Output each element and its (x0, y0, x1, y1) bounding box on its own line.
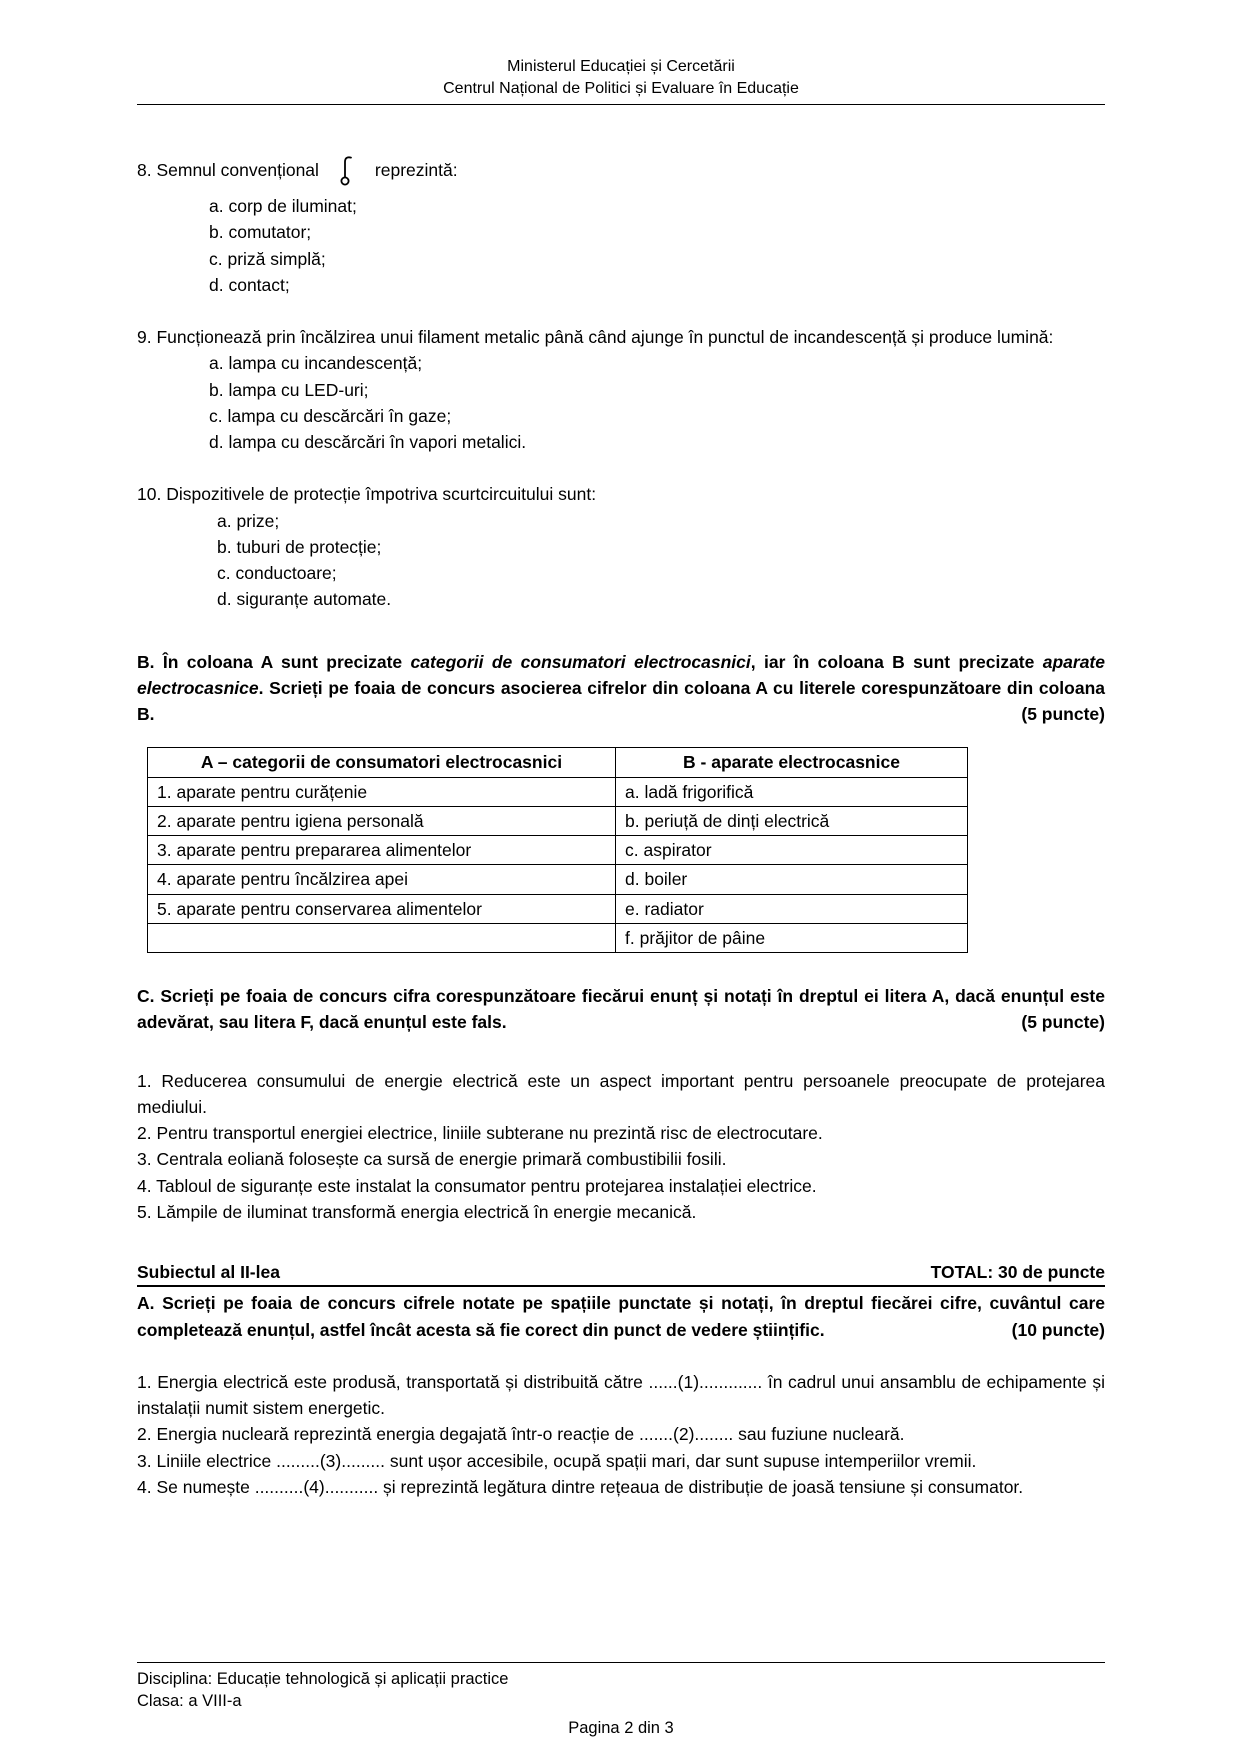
column-b-header: B - aparate electrocasnice (616, 748, 968, 777)
question-9-options (137, 350, 1105, 455)
section-b-italic-term: aparate electrocasnice (137, 651, 1105, 698)
answer-option: b. tuburi de protecție; (217, 536, 382, 557)
table-row (148, 894, 968, 923)
section-b-text: . Scrieți pe foaia de concurs asocierea cifrelor din coloana A cu literele corespunzătoare din coloana B. (137, 677, 1105, 725)
question-8 (137, 149, 1105, 298)
column-a-header: A – categorii de consumatori electrocasnici (148, 748, 616, 777)
footer-grade: Clasa: a VIII-a (137, 1692, 242, 1711)
table-cell-b: c. aspirator (616, 836, 968, 865)
table-cell-a (148, 923, 616, 952)
answer-option: b. comutator; (209, 222, 312, 243)
table-cell-b: d. boiler (616, 865, 968, 894)
fill-in-items (137, 1369, 1105, 1500)
table-row (148, 923, 968, 952)
evaluation-center-name: Centrul Național de Politici și Evaluare în Educație (443, 79, 799, 97)
answer-option: c. conductoare; (217, 563, 337, 584)
section-b-points: (5 puncte) (1021, 704, 1105, 725)
true-false-statement: 4. Tabloul de siguranțe este instalat la consumator pentru protejarea instalației electrice. (137, 1175, 817, 1196)
table-header-row (148, 748, 968, 777)
fill-in-statement: 1. Energia electrică este produsă, transportată și distribuită către ......(1)............. în cadrul unui ansamblu de echipamente și instalații numit sistem energetic. (137, 1371, 1105, 1419)
answer-option: c. priză simplă; (209, 248, 326, 269)
question-9 (137, 324, 1105, 455)
table-cell-a: 4. aparate pentru încălzirea apei (148, 865, 616, 894)
section-c-heading (137, 983, 1105, 1036)
section-b-heading (137, 649, 1105, 728)
section-c-items (137, 1068, 1105, 1226)
answer-option: a. lampa cu incandescență; (209, 353, 423, 374)
table-cell-b: f. prăjitor de pâine (616, 923, 968, 952)
answer-option: c. lampa cu descărcări în gaze; (209, 405, 452, 426)
table-cell-b: e. radiator (616, 894, 968, 923)
page-number: Pagina 2 din 3 (568, 1718, 674, 1737)
subject-2a-heading (137, 1290, 1105, 1343)
table-row (148, 806, 968, 835)
document-footer (137, 1662, 1105, 1739)
question-10-options (137, 508, 1105, 613)
table-row (148, 777, 968, 806)
question-10-stem: 10. Dispozitivele de protecție împotriva scurtcircuitului sunt: (137, 484, 597, 505)
true-false-statement: 3. Centrala eoliană folosește ca sursă de energie primară combustibilii fosili. (137, 1149, 727, 1170)
true-false-statement: 1. Reducerea consumului de energie electrică este un aspect important pentru persoanele preocupate de protejarea mediului. (137, 1070, 1105, 1117)
answer-option: a. corp de iluminat; (209, 196, 357, 217)
section-b-text: B. În coloana A sunt precizate (137, 651, 411, 672)
answer-option: b. lampa cu LED-uri; (209, 379, 369, 400)
answer-option: d. siguranțe automate. (217, 589, 392, 610)
section-c-points: (5 puncte) (1021, 1012, 1105, 1033)
subject-2-title: Subiectul al II-lea (137, 1262, 280, 1283)
subject-2a-points: (10 puncte) (1011, 1319, 1105, 1340)
footer-discipline: Disciplina: Educație tehnologică și aplicații practice (137, 1670, 509, 1689)
table-cell-a: 2. aparate pentru igiena personală (148, 806, 616, 835)
document-header (137, 56, 1105, 105)
table-row (148, 836, 968, 865)
subject-2a-text: A. Scrieți pe foaia de concurs cifrele notate pe spațiile punctate și notați, în dreptul fiecărei cifre, cuvântul care completează enunțul, astfel încât acesta să fie corect din punct de vedere științific. (137, 1293, 1105, 1340)
true-false-statement: 2. Pentru transportul energiei electrice, liniile subterane nu prezintă risc de electrocutare. (137, 1123, 823, 1144)
fill-in-statement: 3. Liniile electrice .........(3)......... sunt ușor accesibile, ocupă spații mari, dar sunt supuse intemperiilor vremii. (137, 1450, 977, 1471)
question-8-stem (137, 149, 1105, 191)
table-cell-a: 1. aparate pentru curățenie (148, 777, 616, 806)
answer-option: d. contact; (209, 274, 290, 295)
subject-2-header (137, 1259, 1105, 1287)
answer-option: d. lampa cu descărcări în vapori metalici. (209, 432, 527, 453)
table-cell-a: 5. aparate pentru conservarea alimentelor (148, 894, 616, 923)
section-b-text: , iar în coloana B sunt precizate (750, 651, 1043, 672)
table-cell-b: a. ladă frigorifică (616, 777, 968, 806)
fill-in-statement: 2. Energia nucleară reprezintă energia degajată într-o reacție de .......(2)........ sau fuziune nucleară. (137, 1424, 905, 1445)
question-8-options (137, 193, 1105, 298)
question-8-prefix: 8. Semnul convențional (137, 160, 319, 181)
answer-option: a. prize; (217, 510, 280, 531)
matching-table (147, 747, 968, 953)
ministry-name: Ministerul Educației și Cercetării (507, 58, 735, 75)
question-9-stem: 9. Funcționează prin încălzirea unui filament metalic până când ajunge în punctul de incandescență și produce lumină: (137, 327, 1054, 348)
section-b-italic-term: categorii de consumatori electrocasnici (410, 651, 751, 672)
subject-2-total: TOTAL: 30 de puncte (930, 1262, 1105, 1283)
true-false-statement: 5. Lămpile de iluminat transformă energia electrică în energie mecanică. (137, 1201, 697, 1222)
table-cell-b: b. periuță de dinți electrică (616, 806, 968, 835)
question-10 (137, 481, 1105, 612)
question-8-suffix: reprezintă: (374, 160, 458, 181)
table-row (148, 865, 968, 894)
section-c-text: C. Scrieți pe foaia de concurs cifra corespunzătoare fiecărui enunț și notați în dreptul ei litera A, dacă enunțul este adevărat, sau litera F, dacă enunțul este fals. (137, 986, 1105, 1033)
fill-in-statement: 4. Se numește ..........(4)........... și reprezintă legătura dintre rețeaua de distribuție de joasă tensiune și consumator. (137, 1476, 1024, 1497)
conventional-symbol-icon (335, 153, 359, 187)
table-cell-a: 3. aparate pentru prepararea alimentelor (148, 836, 616, 865)
